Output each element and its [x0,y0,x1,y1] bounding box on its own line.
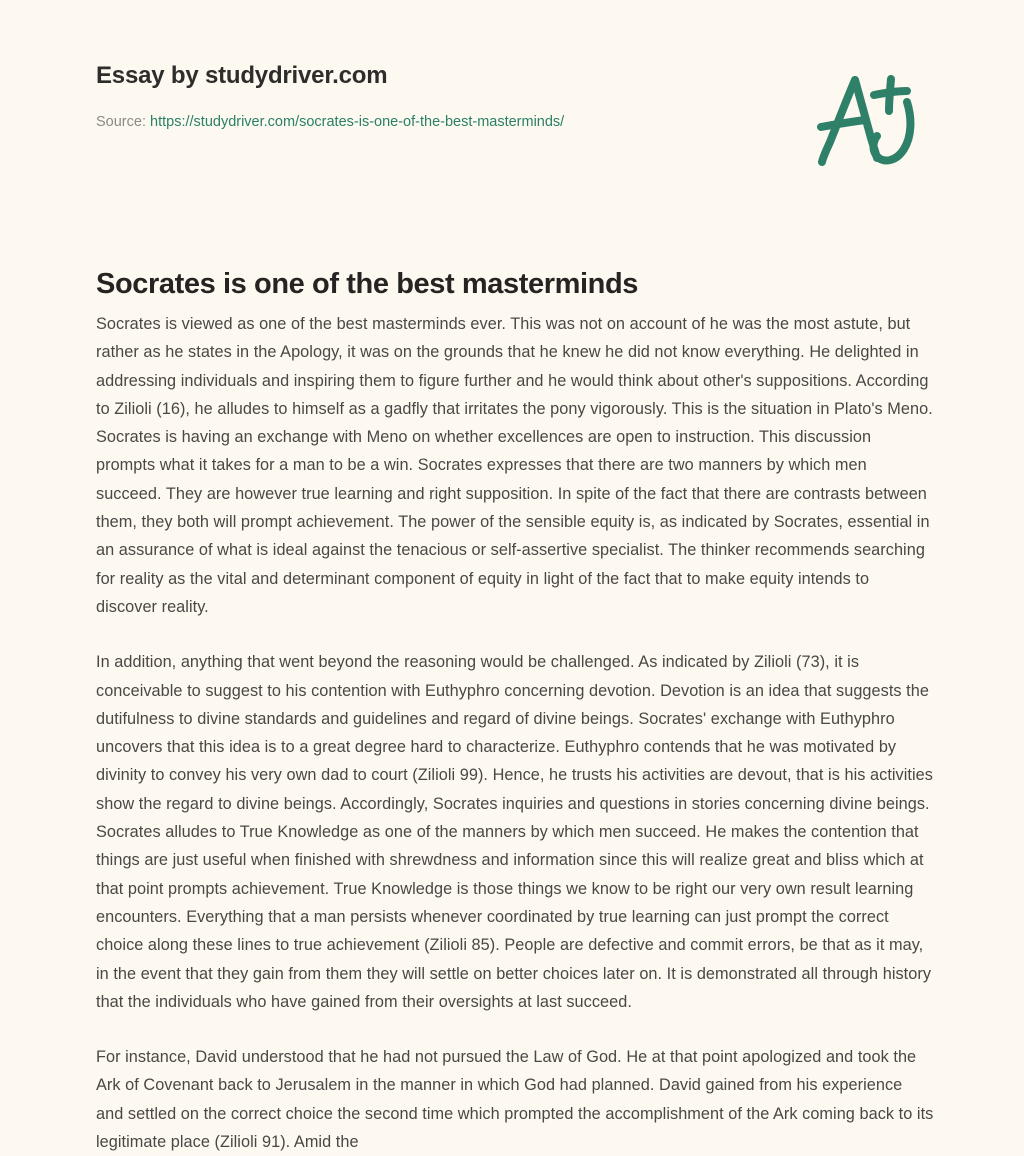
essay-byline: Essay by studydriver.com [96,62,388,89]
paragraph: In addition, anything that went beyond the reasoning would be challenged. As indicated by Zilioli (73), it is conceivable to suggest to his contention with Euthyphro concerning devotion. Devotion is an idea that suggests the dutifulness to divine standards and guidelines and regard of divine beings. Socrates' exchange with Euthyphro uncovers that this idea is to a great degree hard to characterize. Euthyphro contends that he was motivated by divinity to convey his very own dad to court (Zilioli 99). Hence, he trusts his activities are devout, that is his activities show the regard to divine beings. Accordingly, Socrates inquiries and questions in stories concerning divine beings. Socrates alludes to True Knowledge as one of the manners by which men succeed. He makes the contention that things are just useful when finished with shrewdness and information since this will realize great and bliss which at that point prompts achievement. True Knowledge is those things we know to be right our very own result learning encounters. Everything that a man persists whenever coordinated by true learning can just prompt the correct choice along these lines to true achievement (Zilioli 85). People are defective and commit errors, be that as it may, in the event that they gain from them they will settle on better choices later on. It is demonstrated all through history that the individuals who have gained from their oversights at last succeed. [96,653,933,1011]
page-title: Socrates is one of the best masterminds [96,268,639,301]
source-url-link[interactable]: https://studydriver.com/socrates-is-one-of-the-best-masterminds/ [150,113,565,130]
a-plus-handwritten-icon [808,66,928,176]
page-header [96,62,928,172]
paragraph: Socrates is viewed as one of the best masterminds ever. This was not on account of he was the most astute, but rather as he states in the Apology, it was on the grounds that he knew he did not know everything. He delighted in addressing individuals and inspiring them to figure further and he would think about other's suppositions. According to Zilioli (16), he alludes to himself as a gadfly that irritates the pony vigorously. This is the situation in Plato's Meno. Socrates is having an exchange with Meno on whether excellences are open to instruction. This discussion prompts what it takes for a man to be a win. Socrates expresses that there are two manners by which men succeed. They are however true learning and right supposition. In spite of the fact that there are contrasts between them, they both will prompt achievement. The power of the sensible equity is, as indicated by Socrates, essential in an assurance of what is ideal against the tenacious or self-assertive specialist. The thinker recommends searching for reality as the vital and determinant component of equity in light of the fact that to make equity intends to discover reality. [96,315,933,616]
studydriver-a-plus-logo-icon[interactable] [808,66,928,176]
source-row [96,113,564,132]
paragraph: For instance, David understood that he had not pursued the Law of God. He at that point apologized and took the Ark of Covenant back to Jerusalem in the manner in which God had planned. David gained from his experience and settled on the correct choice the second time which prompted the accomplishment of the Ark coming back to its legitimate place (Zilioli 91). Amid the [96,1048,934,1152]
header-text-block [96,62,564,132]
article-body [96,310,934,1156]
source-label: Source: [96,113,146,130]
